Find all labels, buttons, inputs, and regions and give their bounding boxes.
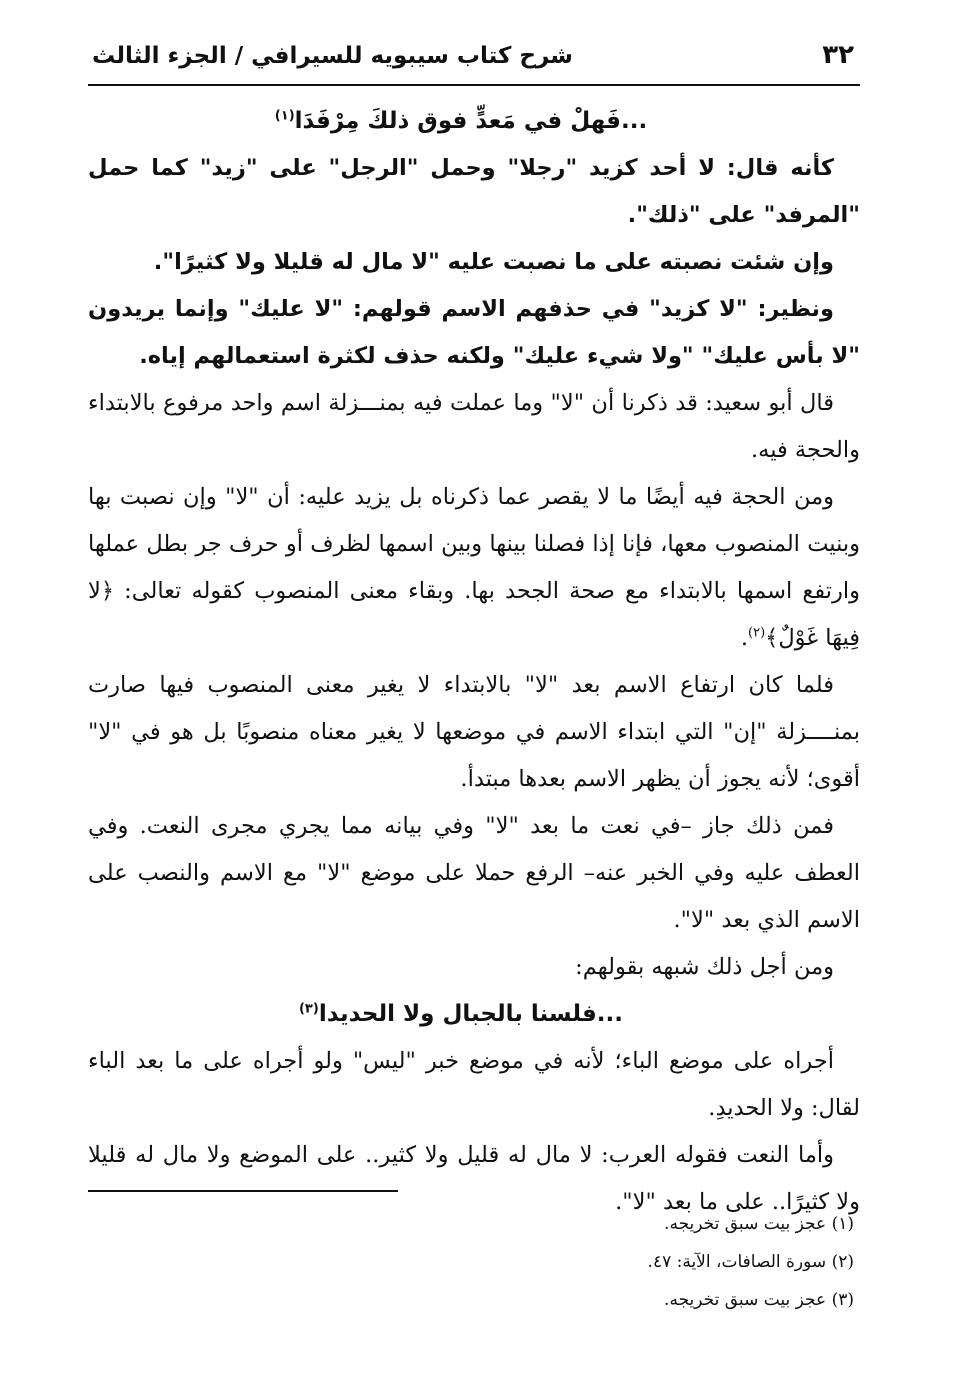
paragraph: فلما كان ارتفاع الاسم بعد "لا" بالابتداء لا يغير معنى المنصوب فيها صارت بمنــــزلة "إن" التي ابتداء الاسم في موضعها لا يغير معناه منصوبًا بل هو في "لا" أقوى؛ لأنه يجوز أن يظهر الاسم بعدها مبتدأ.: [88, 672, 860, 792]
paragraph: وإن شئت نصبته على ما نصبت عليه "لا مال له قليلا ولا كثيرًا".: [153, 249, 834, 275]
paragraph: ونظير: "لا كزيد" في حذفهم الاسم قولهم: "لا عليك" وإنما يريدون "لا بأس عليك" "ولا شيء عليك" ولكنه حذف لكثرة استعمالهم إياه.: [88, 296, 860, 369]
verse-text: ...فَهلْ في مَعدٍّ فوق ذلكَ مِرْفَدَا: [294, 108, 648, 134]
book-title: شرح كتاب سيبويه للسيرافي / الجزء الثالث: [92, 43, 573, 69]
paragraph-end: .: [740, 625, 748, 651]
paragraph: وأما النعت فقوله العرب: لا مال له قليل ولا كثير.. على الموضع ولا مال له قليلا ولا كثيرًا.. على ما بعد "لا".: [88, 1142, 860, 1215]
book-page: [88, 40, 860, 1360]
verse-quote: [88, 991, 860, 1038]
paragraph: فمن ذلك جاز –في نعت ما بعد "لا" وفي بيانه مما يجري مجرى النعت. وفي العطف عليه وفي الخبر عنه– الرفع حملا على موضع "لا" مع الاسم والنصب على الاسم الذي بعد "لا".: [88, 813, 860, 933]
verse-text: ...فلسنا بالجبال ولا الحديدا: [318, 1001, 624, 1027]
footnote: (٣) عجز بيت سبق تخريجه.: [664, 1290, 854, 1310]
footnote: (١) عجز بيت سبق تخريجه.: [664, 1214, 854, 1234]
verse-quote: [88, 98, 860, 145]
paragraph: [88, 474, 860, 662]
footnotes: [354, 1205, 854, 1319]
footnote-marker: (١): [274, 108, 295, 124]
page-number: ٣٢: [822, 40, 854, 70]
paragraph-text: ومن الحجة فيه أيضًا ما لا يقصر عما ذكرناه بل يزيد عليه: أن "لا" وإن نصبت بها وبنيت المنصوب معها، فإنا إذا فصلنا بينها وبين اسمها لظرف أو حرف جر بطل عملها وارتفع اسمها بالابتداء مع صحة الجحد بها. وبقاء معنى المنصوب كقوله تعالى: ﴿لا فِيهَا غَوْلٌ﴾: [88, 484, 860, 651]
paragraph: كأنه قال: لا أحد كزيد "رجلا" وحمل "الرجل" على "زيد" كما حمل "المرفد" على "ذلك".: [88, 155, 860, 228]
footnote: (٢) سورة الصافات، الآية: ٤٧.: [647, 1252, 854, 1272]
paragraph: ومن أجل ذلك شبهه بقولهم:: [575, 954, 834, 980]
footnote-marker: (٣): [298, 1001, 319, 1017]
paragraph: أجراه على موضع الباء؛ لأنه في موضع خبر "ليس" ولو أجراه على ما بعد الباء لقال: ولا الحديدِ.: [88, 1048, 860, 1121]
running-header: [88, 40, 860, 86]
footnote-marker: (٢): [748, 625, 766, 641]
paragraph: قال أبو سعيد: قد ذكرنا أن "لا" وما عملت فيه بمنـــزلة اسم واحد مرفوع بالابتداء والحجة فيه.: [88, 390, 860, 463]
footnote-divider: [88, 1190, 398, 1192]
main-text: [88, 98, 860, 1226]
